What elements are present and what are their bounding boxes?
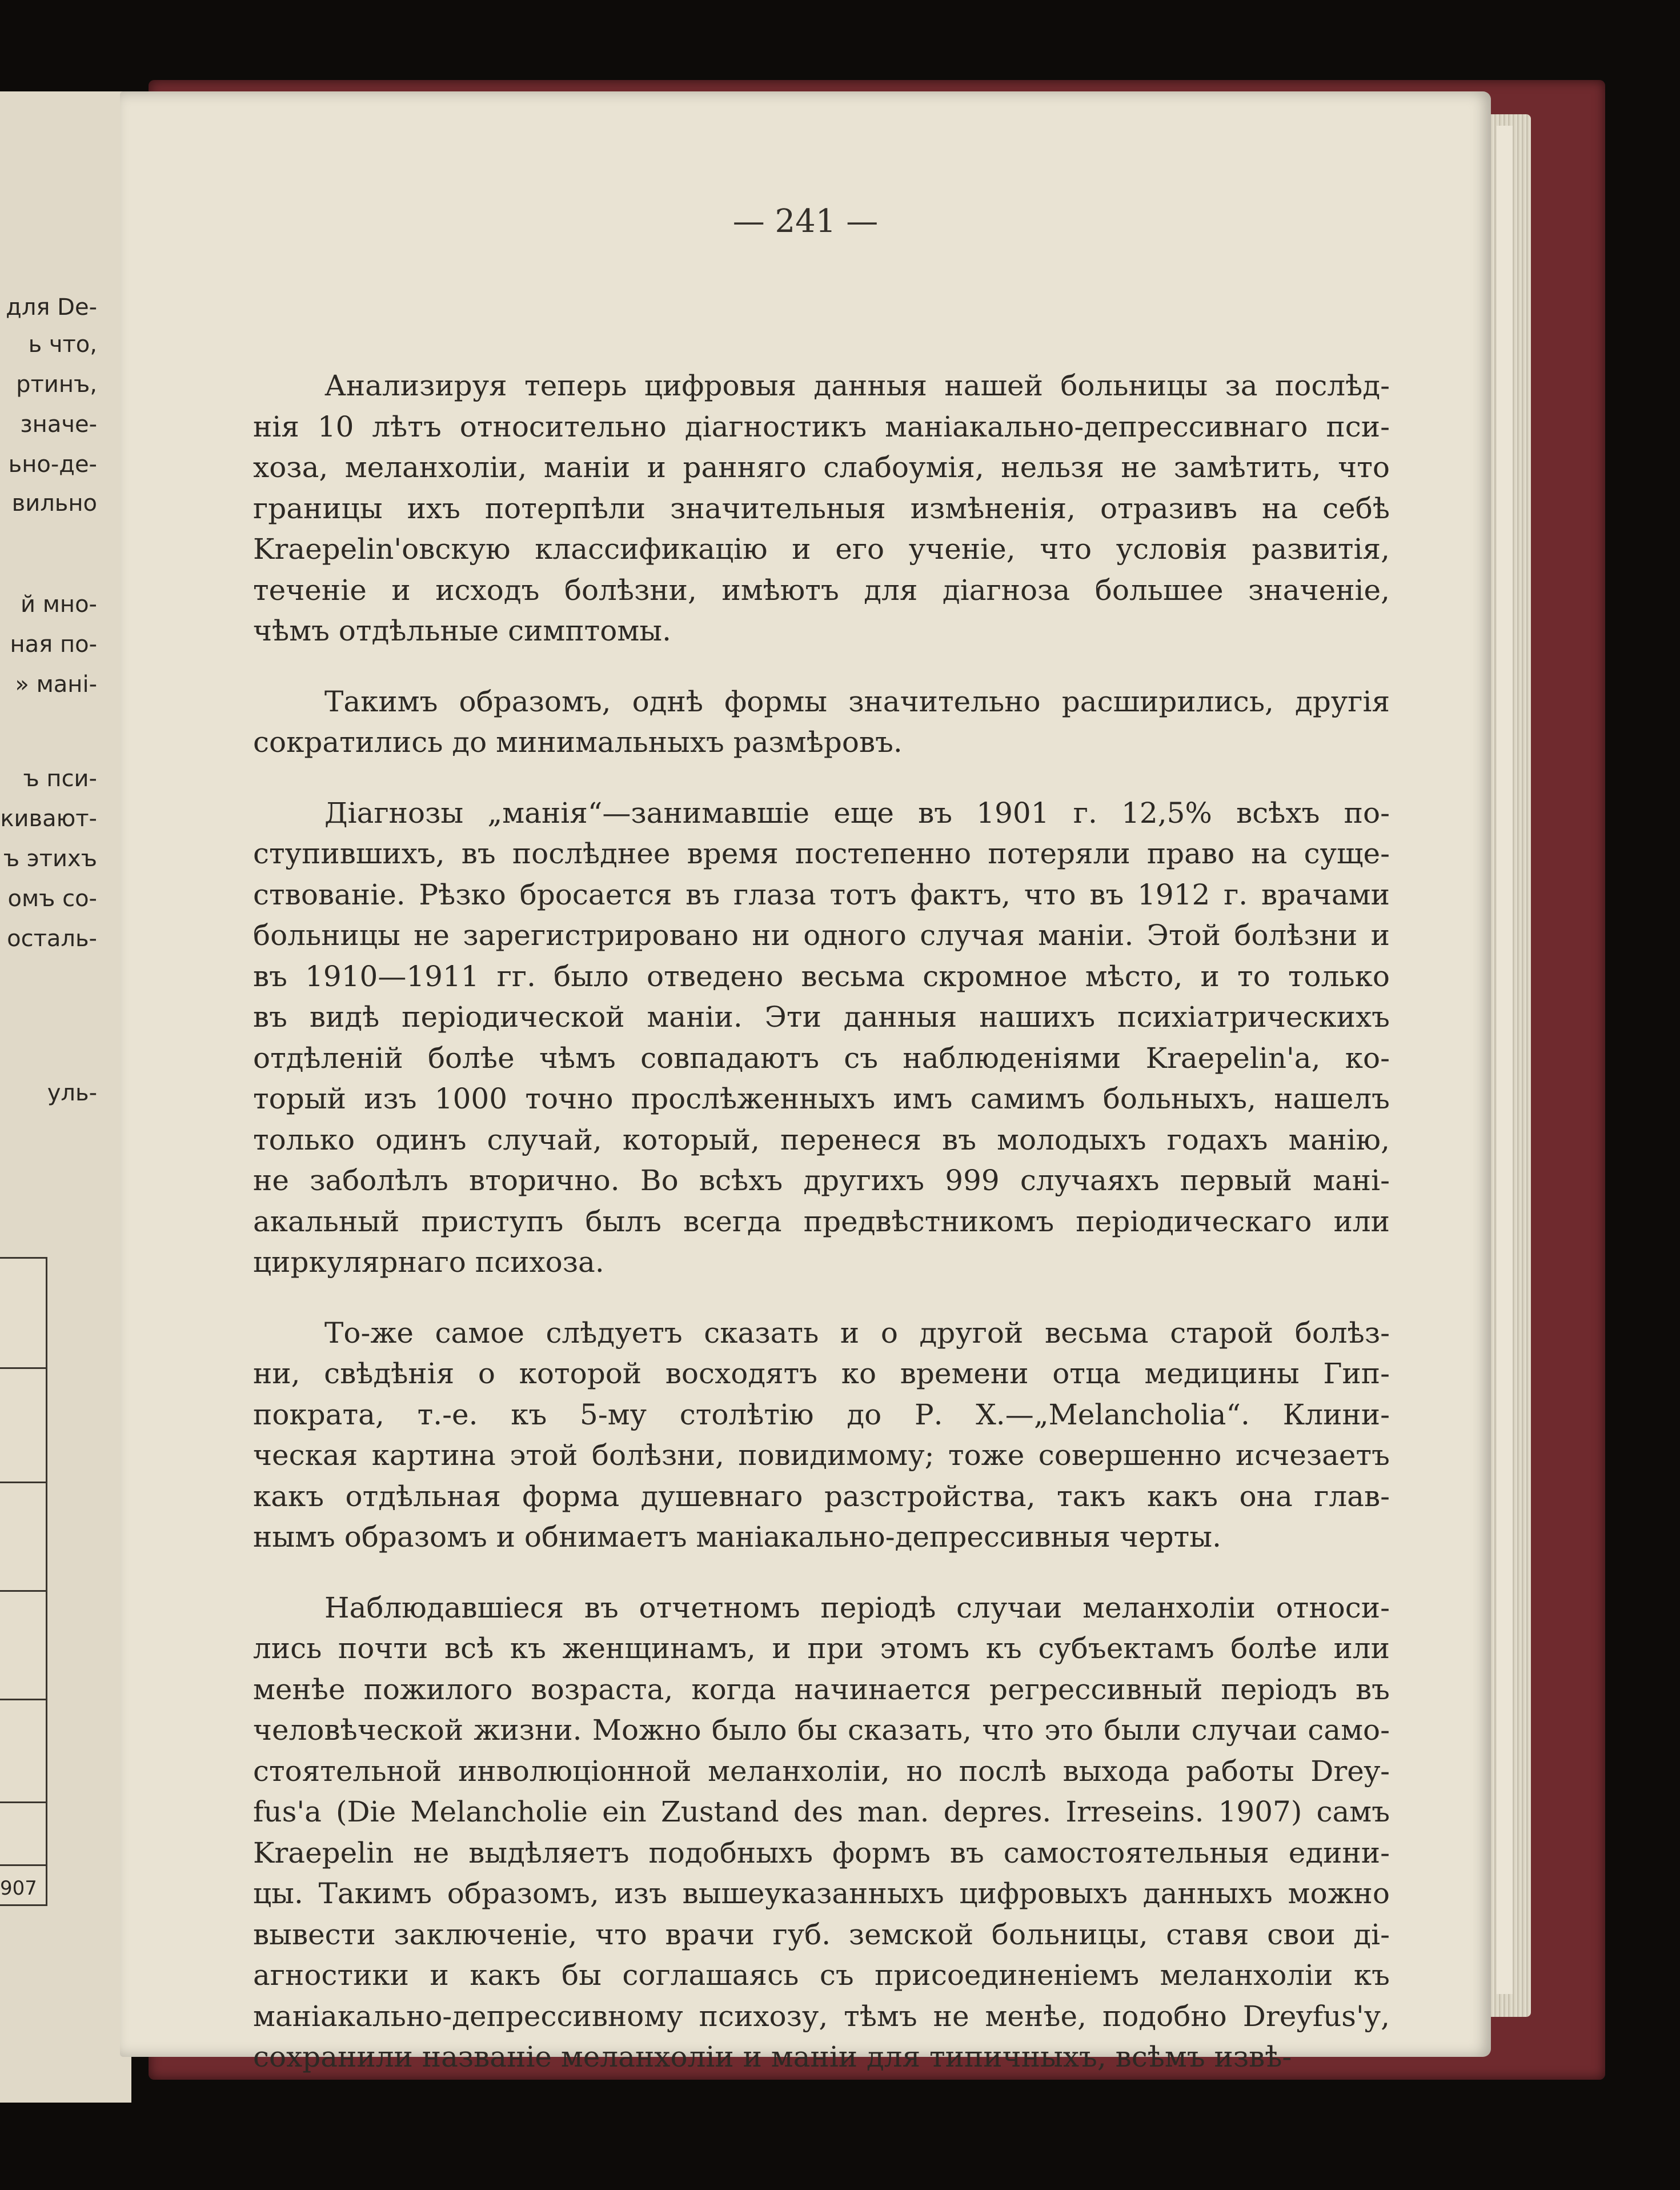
left-page-fragment: ь что, bbox=[28, 331, 97, 358]
text-line: пократа, т.-е. къ 5-му столѣтію до Р. Х.—„Melancholia“. Клини- bbox=[253, 1398, 1390, 1431]
left-page-fragment: ъ пси- bbox=[23, 766, 97, 792]
paragraph bbox=[253, 682, 1390, 763]
page-body-text bbox=[253, 366, 1390, 2108]
paragraph bbox=[253, 793, 1390, 1283]
text-line: въ видѣ періодической маніи. Эти данныя нашихъ психіатрическихъ bbox=[253, 1000, 1390, 1034]
text-line: сократились до минимальныхъ размѣровъ. bbox=[253, 726, 903, 759]
text-line: циркулярнаго психоза. bbox=[253, 1246, 604, 1279]
text-line: То-же самое слѣдуетъ сказать и о другой весьма старой болѣз- bbox=[324, 1316, 1390, 1350]
table-rule bbox=[0, 1801, 46, 1803]
text-line: Діагнозы „манія“—занимавшіе еще въ 1901 г. 12,5% всѣхъ по- bbox=[324, 796, 1390, 830]
text-line: больницы не зарегистрировано ни одного случая маніи. Этой болѣзни и bbox=[253, 919, 1390, 952]
text-line: теченіе и исходъ болѣзни, имѣютъ для діагноза большее значеніе, bbox=[253, 573, 1390, 607]
page-number: — 241 — bbox=[732, 203, 879, 240]
text-line: человѣческой жизни. Можно было бы сказать, что это были случаи само- bbox=[253, 1713, 1390, 1747]
left-page-fragment: ная по- bbox=[10, 631, 97, 658]
text-line: Наблюдавшіеся въ отчетномъ періодѣ случаи меланхоліи относи- bbox=[324, 1591, 1390, 1624]
text-line: ствованіе. Рѣзко бросается въ глаза тотъ фактъ, что въ 1912 г. врачами bbox=[253, 878, 1390, 911]
text-line: отдѣленій болѣе чѣмъ совпадаютъ съ наблюденіями Kraepelin'a, ко- bbox=[253, 1041, 1390, 1075]
left-page-fragment: для De- bbox=[6, 294, 97, 321]
text-line: нымъ образомъ и обнимаетъ маніакально-депрессивныя черты. bbox=[253, 1520, 1221, 1554]
text-line: въ 1910—1911 гг. было отведено весьма скромное мѣсто, и то только bbox=[253, 959, 1390, 993]
text-line: не заболѣлъ вторично. Во всѣхъ другихъ 999 случаяхъ первый мані- bbox=[253, 1164, 1390, 1197]
table-rule bbox=[0, 1864, 46, 1866]
table-rule bbox=[0, 1367, 46, 1369]
text-line: торый изъ 1000 точно прослѣженныхъ имъ самимъ больныхъ, нашелъ bbox=[253, 1082, 1390, 1115]
left-page-fragment: осталь- bbox=[7, 926, 97, 952]
text-line: хоза, меланхоліи, маніи и ранняго слабоумія, нельзя не замѣтить, что bbox=[253, 451, 1390, 484]
book-page bbox=[120, 91, 1491, 2073]
left-page-fragment: й мно- bbox=[21, 591, 97, 618]
text-line: границы ихъ потерпѣли значительныя измѣненія, отразивъ на себѣ bbox=[253, 491, 1390, 525]
left-page-fragment: ртинъ, bbox=[16, 371, 97, 398]
left-page-fragment: » мані- bbox=[15, 671, 97, 698]
left-page-fragment: омъ со- bbox=[7, 886, 97, 912]
paragraph bbox=[253, 366, 1390, 652]
text-line: нія 10 лѣтъ относительно діагностикъ маніакально-депрессивнаго пси- bbox=[253, 410, 1390, 443]
text-line: Такимъ образомъ, однѣ формы значительно расширились, другія bbox=[324, 684, 1390, 718]
text-line: Kraepelin'овскую классификацію и его ученіе, что условія развитія, bbox=[253, 533, 1390, 566]
text-line: только одинъ случай, который, перенеся въ молодыхъ годахъ манію, bbox=[253, 1123, 1390, 1156]
left-facing-page bbox=[0, 91, 131, 2103]
left-page-fragment: кивают- bbox=[0, 806, 97, 832]
table-year-label: 907 bbox=[0, 1877, 37, 1900]
text-line: ческая картина этой болѣзни, повидимому; тоже совершенно исчезаетъ bbox=[253, 1439, 1390, 1472]
text-line: агностики и какъ бы соглашаясь съ присоединеніемъ меланхоліи къ bbox=[253, 1959, 1390, 1992]
text-line: ступившихъ, въ послѣднее время постепенно потеряли право на суще- bbox=[253, 837, 1390, 870]
left-page-fragment: ьно-де- bbox=[8, 451, 97, 478]
paragraph bbox=[253, 1588, 1390, 2078]
paragraph bbox=[253, 1313, 1390, 1558]
text-line: лись почти всѣ къ женщинамъ, и при этомъ къ субъектамъ болѣе или bbox=[253, 1632, 1390, 1665]
text-line: сохранили названіе меланхоліи и маніи для типичныхъ, всѣмъ извѣ- bbox=[253, 2040, 1292, 2073]
table-rule bbox=[0, 1482, 46, 1483]
left-page-table-fragment bbox=[0, 1257, 47, 1906]
text-line: Kraepelin не выдѣляетъ подобныхъ формъ въ самостоятельныя едини- bbox=[253, 1836, 1390, 1869]
table-rule bbox=[0, 1590, 46, 1592]
left-page-fragment: вильно bbox=[11, 490, 97, 517]
text-line: маніакально-депрессивному психозу, тѣмъ не менѣе, подобно Dreyfus'у, bbox=[253, 1999, 1390, 2033]
text-line: акальный приступъ былъ всегда предвѣстникомъ періодическаго или bbox=[253, 1204, 1390, 1238]
text-line: fus'a (Die Melancholie ein Zustand des man. depres. Irreseins. 1907) самъ bbox=[253, 1795, 1390, 1828]
table-rule bbox=[0, 1699, 46, 1700]
text-line: какъ отдѣльная форма душевнаго разстройства, такъ какъ она глав- bbox=[253, 1479, 1390, 1513]
text-line: вывести заключеніе, что врачи губ. земской больницы, ставя свои ді- bbox=[253, 1917, 1390, 1951]
text-line: чѣмъ отдѣльные симптомы. bbox=[253, 614, 671, 647]
text-line: менѣе пожилого возраста, когда начинается регрессивный періодъ въ bbox=[253, 1672, 1390, 1706]
text-line: ни, свѣдѣнія о которой восходятъ ко времени отца медицины Гип- bbox=[253, 1357, 1390, 1390]
text-line: цы. Такимъ образомъ, изъ вышеуказанныхъ цифровыхъ данныхъ можно bbox=[253, 1877, 1390, 1910]
left-page-fragment: значе- bbox=[20, 411, 97, 438]
text-line: Анализируя теперь цифровыя данныя нашей больницы за послѣд- bbox=[324, 369, 1390, 402]
left-page-fragment: уль- bbox=[47, 1080, 97, 1106]
text-line: стоятельной инволюціонной меланхоліи, но послѣ выхода работы Drey- bbox=[253, 1754, 1390, 1788]
page-stack-edge-inner bbox=[1497, 126, 1513, 1994]
left-page-fragment: ъ этихъ bbox=[3, 846, 97, 872]
